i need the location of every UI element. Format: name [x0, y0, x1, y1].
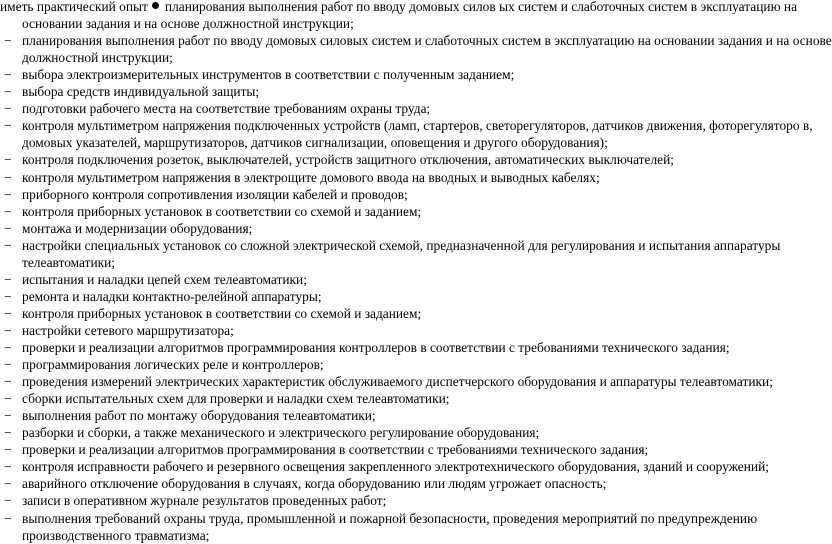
- dash-bullet-icon: −: [4, 288, 12, 304]
- list-item-text: настройки специальных установок со сложной электрической схемой, предназначенной для регулирования и испытания аппаратуры: [22, 237, 781, 253]
- list-item-text: проверки и реализации алгоритмов программирования в соответствии с требованиями технического задания;: [22, 442, 649, 458]
- dash-bullet-icon: −: [4, 459, 12, 475]
- dash-bullet-icon: −: [4, 357, 12, 373]
- dash-bullet-icon: −: [4, 169, 12, 185]
- list-item-text: монтажа и модернизации оборудования;: [22, 220, 253, 236]
- list-item-text: планирования выполнения работ по вводу домовых силовых систем и слаботочных систем в эксплуатацию на основании задания и на основе: [22, 33, 832, 49]
- list-item-text: программирования логических реле и контроллеров;: [22, 357, 324, 373]
- list-item-text: выполнения требований охраны труда, промышленной и пожарной безопасности, проведения мероприятий по предупреждению: [22, 510, 758, 526]
- dash-bullet-icon: −: [4, 476, 12, 492]
- list-item-text: телеавтоматики;: [22, 254, 116, 270]
- list-item-text: контроля исправности рабочего и резервного освещения закрепленного электротехнического оборудования, зданий и сооружений;: [22, 459, 769, 475]
- list-item-text: проверки и реализации алгоритмов программирования контроллеров в соответствии с требованиями технического задания;: [22, 340, 730, 355]
- list-item-text: проведения измерений электрических характеристик обслуживаемого диспетчерского оборудования и аппаратуры телеавтоматики;: [22, 374, 773, 390]
- dash-bullet-icon: −: [4, 322, 12, 338]
- intro-item-text: планирования выполнения работ по вводу домовых силов ых систем и слаботочных систем в эксплуатацию на: [164, 0, 798, 14]
- list-item-text: сборки испытательных схем для проверки и наладки схем телеавтоматики;: [22, 391, 450, 407]
- list-item-text: контроля мультиметром напряжения подключенных устройств (ламп, стартеров, светорегуляторов, датчиков движения, фоторегуляторо в,: [22, 118, 813, 134]
- list-item-text: контроля подключения розеток, выключателей, устройств защитного отключения, автоматических выключателей;: [22, 152, 674, 168]
- list-item-text: контроля приборных установок в соответствии со схемой и заданием;: [22, 305, 422, 321]
- dash-bullet-icon: −: [4, 425, 12, 441]
- dash-bullet-icon: −: [4, 33, 12, 49]
- list-item-text: выбора средств индивидуальной защиты;: [22, 84, 260, 100]
- list-item-text: приборного контроля сопротивления изоляции кабелей и проводов;: [22, 186, 408, 202]
- list-item-text: контроля мультиметром напряжения в электрощите домового ввода на вводных и выводных кабелях;: [22, 169, 600, 185]
- dash-bullet-icon: −: [4, 67, 12, 83]
- list-item-text: ремонта и наладки контактно-релейной аппаратуры;: [22, 288, 322, 304]
- dash-bullet-icon: −: [4, 152, 12, 168]
- dash-bullet-icon: −: [4, 271, 12, 287]
- intro-continuation-text: основании задания и на основе должностной инструкции;: [22, 16, 354, 31]
- dash-bullet-icon: −: [4, 118, 12, 134]
- list-item-text: выбора электроизмерительных инструментов в соответствии с полученным заданием;: [22, 67, 515, 83]
- list-item-text: разборки и сборки, а также механического и электрического регулирование оборудования;: [22, 425, 540, 441]
- dash-bullet-icon: −: [4, 510, 12, 526]
- intro-prefix: иметь практический опыт: [0, 0, 148, 14]
- list-item-text: подготовки рабочего места на соответствие требованиям охраны труда;: [22, 101, 431, 117]
- list-item-text: аварийного отключение оборудования в случаях, когда оборудованию или людям угрожает опасность;: [22, 476, 607, 492]
- list-item-text: производственного травматизма;: [22, 527, 210, 543]
- dash-bullet-icon: −: [4, 493, 12, 509]
- dash-bullet-icon: −: [4, 374, 12, 390]
- dash-bullet-icon: −: [4, 220, 12, 236]
- dash-bullet-icon: −: [4, 203, 12, 219]
- dash-bullet-icon: −: [4, 305, 12, 321]
- list-item-text: испытания и наладки цепей схем телеавтоматики;: [22, 271, 307, 287]
- bullet-dot-icon: [152, 2, 159, 9]
- dash-bullet-icon: −: [4, 340, 12, 355]
- dash-bullet-icon: −: [4, 408, 12, 424]
- dash-bullet-icon: −: [4, 237, 12, 253]
- dash-bullet-icon: −: [4, 391, 12, 407]
- list-item-text: выполнения работ по монтажу оборудования телеавтоматики;: [22, 408, 376, 424]
- list-item-text: настройки сетевого маршрутизатора;: [22, 322, 234, 338]
- list-item-text: домовых указателей, маршрутизаторов, датчиков сигнализации, оповещения и другого оборудования);: [22, 135, 608, 151]
- list-item-text: контроля приборных установок в соответствии со схемой и заданием;: [22, 203, 422, 219]
- dash-bullet-icon: −: [4, 442, 12, 458]
- dash-bullet-icon: −: [4, 186, 12, 202]
- list-item-text: записи в оперативном журнале результатов проведенных работ;: [22, 493, 387, 509]
- dash-bullet-icon: −: [4, 84, 12, 100]
- list-item-text: должностной инструкции;: [22, 50, 173, 66]
- intro-text: [0, 0, 797, 15]
- dash-bullet-icon: −: [4, 101, 12, 117]
